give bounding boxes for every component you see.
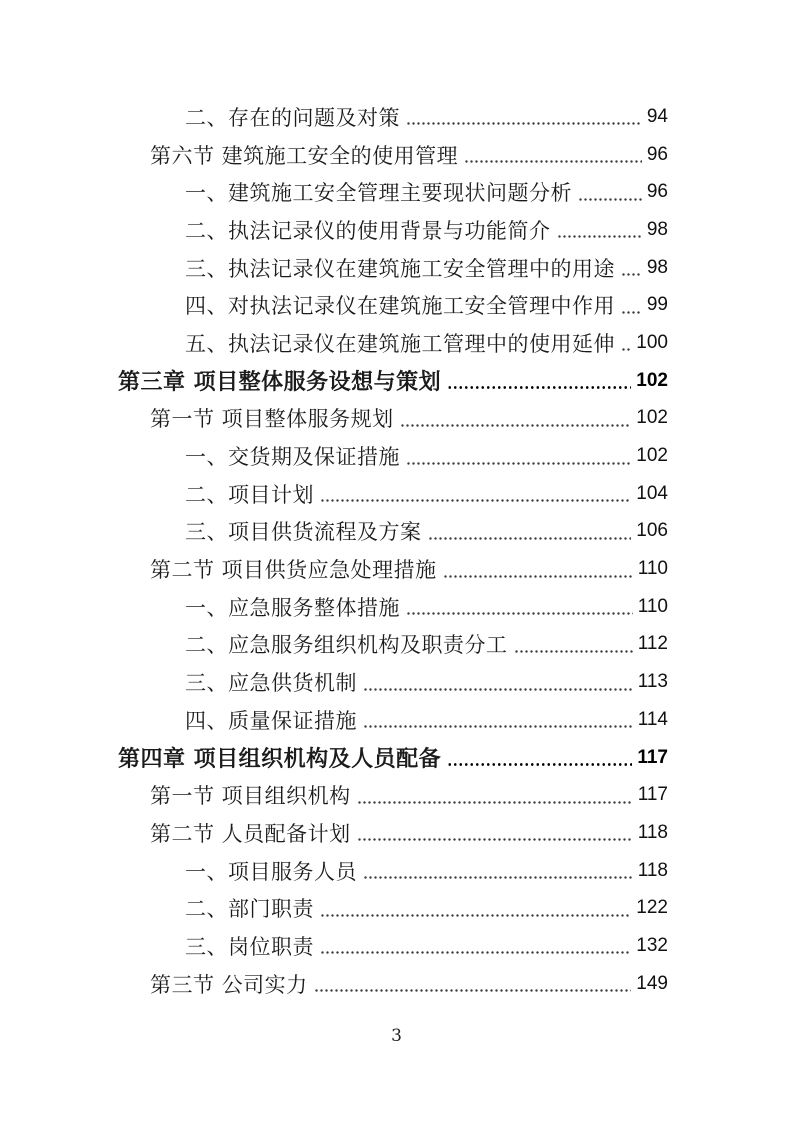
toc-entry-page: 117 xyxy=(637,746,668,768)
toc-entry-page: 94 xyxy=(646,105,668,127)
toc-entry-label: 三、项目供货流程及方案 xyxy=(185,520,422,545)
toc-entry[interactable] xyxy=(118,739,668,777)
toc-entry[interactable] xyxy=(118,249,668,287)
toc-entry-label: 第三节 公司实力 xyxy=(150,972,308,997)
toc-entry-page: 104 xyxy=(636,482,668,504)
toc-entry[interactable] xyxy=(118,927,668,965)
toc-entry-page: 99 xyxy=(646,294,668,316)
toc-entry[interactable] xyxy=(118,400,668,438)
toc-entry-page: 106 xyxy=(636,520,668,542)
toc-leader-dots xyxy=(357,838,633,841)
toc-entry-page: 132 xyxy=(636,934,668,956)
toc-entry[interactable] xyxy=(118,362,668,400)
toc-leader-dots xyxy=(357,801,633,804)
toc-entry-page: 118 xyxy=(637,859,668,881)
toc-entry[interactable] xyxy=(118,286,668,324)
toc-entry[interactable] xyxy=(118,852,668,890)
toc-entry-label: 二、部门职责 xyxy=(185,897,314,922)
toc-entry-page: 112 xyxy=(637,633,668,655)
toc-leader-dots xyxy=(621,273,642,276)
toc-leader-dots xyxy=(621,348,631,351)
toc-entry-page: 110 xyxy=(637,595,668,617)
toc-entry-page: 98 xyxy=(646,256,668,278)
toc-leader-dots xyxy=(621,311,642,314)
toc-entry-label: 第二节 项目供货应急处理措施 xyxy=(150,558,437,583)
toc-leader-dots xyxy=(406,612,633,615)
toc-entry[interactable] xyxy=(118,136,668,174)
toc-entry-page: 102 xyxy=(636,445,668,467)
toc-leader-dots xyxy=(443,575,633,578)
toc-leader-dots xyxy=(514,650,633,653)
toc-leader-dots xyxy=(557,235,642,238)
toc-entry-label: 第四章 项目组织机构及人员配备 xyxy=(118,746,442,773)
toc-entry-label: 第六节 建筑施工安全的使用管理 xyxy=(150,143,459,168)
toc-entry-label: 第三章 项目整体服务设想与策划 xyxy=(118,369,442,396)
toc-leader-dots xyxy=(320,951,631,954)
toc-entry-label: 第一节 项目组织机构 xyxy=(150,784,351,809)
toc-entry-page: 117 xyxy=(637,784,668,806)
toc-entry[interactable] xyxy=(118,173,668,211)
toc-leader-dots xyxy=(406,122,642,125)
toc-entry-label: 一、应急服务整体措施 xyxy=(185,595,400,620)
toc-entry-page: 100 xyxy=(636,331,668,353)
toc-entry-label: 一、交货期及保证措施 xyxy=(185,445,400,470)
toc-entry-label: 二、项目计划 xyxy=(185,482,314,507)
toc-leader-dots xyxy=(428,537,632,540)
toc-leader-dots xyxy=(363,876,633,879)
toc-entry-page: 102 xyxy=(636,407,668,429)
toc-entry[interactable] xyxy=(118,98,668,136)
toc-entry-label: 二、执法记录仪的使用背景与功能简介 xyxy=(185,218,551,243)
toc-leader-dots xyxy=(320,914,631,917)
toc-entry-label: 一、建筑施工安全管理主要现状问题分析 xyxy=(185,181,572,206)
toc-entry-label: 一、项目服务人员 xyxy=(185,859,357,884)
toc-leader-dots xyxy=(406,462,631,465)
toc-leader-dots xyxy=(363,688,633,691)
toc-entry[interactable] xyxy=(118,626,668,664)
toc-entry[interactable] xyxy=(118,211,668,249)
toc-entry-page: 113 xyxy=(637,671,668,693)
toc-entry-page: 118 xyxy=(637,821,668,843)
toc-leader-dots xyxy=(400,424,632,427)
toc-leader-dots xyxy=(578,198,642,201)
toc-entry[interactable] xyxy=(118,513,668,551)
toc-entry-page: 98 xyxy=(646,218,668,240)
toc-entry-label: 第一节 项目整体服务规划 xyxy=(150,407,394,432)
toc-entry-page: 149 xyxy=(636,972,668,994)
toc-entry[interactable] xyxy=(118,324,668,362)
toc-entry-label: 二、应急服务组织机构及职责分工 xyxy=(185,633,508,658)
toc-entry-label: 第二节 人员配备计划 xyxy=(150,821,351,846)
toc-leader-dots xyxy=(447,386,631,389)
toc-entry[interactable] xyxy=(118,701,668,739)
toc-entry-page: 102 xyxy=(636,369,668,391)
toc-entry-label: 三、应急供货机制 xyxy=(185,671,357,696)
toc-entry-page: 96 xyxy=(646,143,668,165)
toc-entry[interactable] xyxy=(118,550,668,588)
toc-entry[interactable] xyxy=(118,776,668,814)
toc-entry-page: 96 xyxy=(646,181,668,203)
toc-entry[interactable] xyxy=(118,475,668,513)
toc-entry-label: 四、质量保证措施 xyxy=(185,708,357,733)
toc-leader-dots xyxy=(314,989,632,992)
toc-entry-page: 114 xyxy=(637,708,668,730)
toc-entry-page: 122 xyxy=(636,897,668,919)
toc-entry[interactable] xyxy=(118,663,668,701)
toc-leader-dots xyxy=(464,160,642,163)
toc-entry-label: 五、执法记录仪在建筑施工管理中的使用延伸 xyxy=(185,331,615,356)
toc-entry-label: 三、岗位职责 xyxy=(185,934,314,959)
toc-entry-label: 四、对执法记录仪在建筑施工安全管理中作用 xyxy=(185,294,615,319)
toc-list xyxy=(118,98,668,1003)
page-number-footer: 3 xyxy=(391,1026,402,1046)
toc-entry-page: 110 xyxy=(637,558,668,580)
toc-entry[interactable] xyxy=(118,814,668,852)
toc-leader-dots xyxy=(363,725,633,728)
toc-entry[interactable] xyxy=(118,588,668,626)
toc-leader-dots xyxy=(447,763,632,766)
toc-entry[interactable] xyxy=(118,437,668,475)
toc-leader-dots xyxy=(320,499,631,502)
toc-entry-label: 三、执法记录仪在建筑施工安全管理中的用途 xyxy=(185,256,615,281)
toc-entry[interactable] xyxy=(118,889,668,927)
toc-entry[interactable] xyxy=(118,965,668,1003)
toc-entry-label: 二、存在的问题及对策 xyxy=(185,105,400,130)
